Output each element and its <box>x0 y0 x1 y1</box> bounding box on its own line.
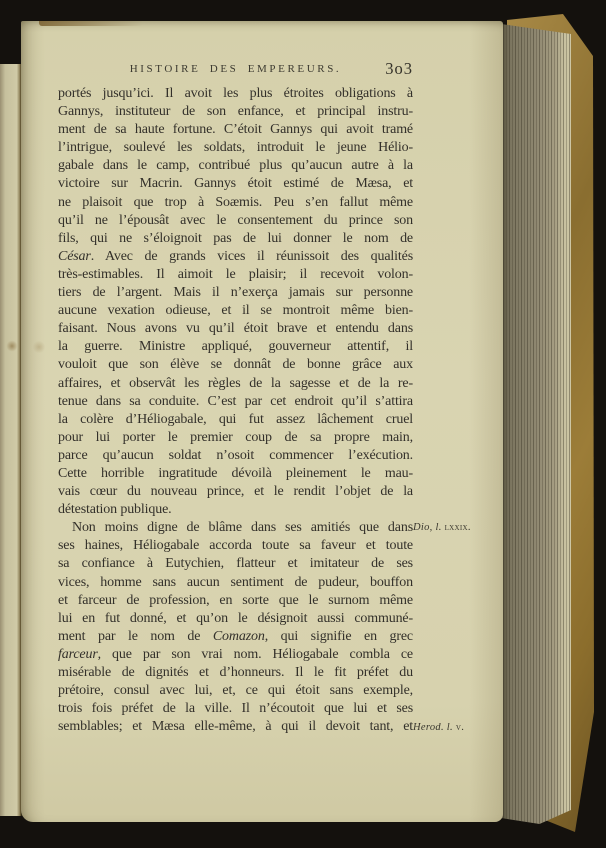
text-line: ne plaisoit que trop à Soæmis. Peu s’en fallut même <box>58 194 413 210</box>
text-line: sa confiance à Eutychien, flatteur et imitateur de ses <box>58 556 413 572</box>
book-page <box>21 21 503 822</box>
text-line: ment par le nom de Comazon, qui signifie en grec <box>58 628 413 644</box>
text-line: parce qu’aucun soldat n’osoit commencer l’exécution. <box>58 447 413 463</box>
text-line: vais cœur du nouveau prince, et le rendit l’objet de la <box>58 484 413 500</box>
text-line: faisant. Nous avons vu qu’il étoit brave et entendu dans <box>58 321 413 337</box>
text-line: prétoire, consul avec lui, et, ce qui étoit sans exemple, <box>58 683 413 699</box>
text-line: Gannys, instituteur de son enfance, et principal instru- <box>58 104 413 120</box>
text-line: trois fois préfet de la ville. Il n’écoutoit que lui et ses <box>58 701 413 717</box>
text-line: l’intrigue, soulevé les soldats, introduit le jeune Hélio- <box>58 140 413 156</box>
text-line: la colère d’Héliogabale, qui fut assez lâchement cruel <box>58 411 413 427</box>
page-number: 3o3 <box>385 59 413 78</box>
text-line: la guerre. Ministre appliqué, gouverneur attentif, il <box>58 339 413 355</box>
text-line: lui en fut donné, et qu’on le désignoit aussi communé- <box>58 610 413 626</box>
margin-note: Dio, l. lxxix. <box>413 522 471 534</box>
page-header <box>58 59 413 81</box>
text-line: misérable de dignités et d’honneurs. Il le fit préfet du <box>58 665 413 680</box>
body-text <box>58 85 413 736</box>
text-line: ses haines, Héliogabale accorda toute sa faveur et toute <box>58 538 413 554</box>
text-line: vices, homme sans aucun sentiment de pudeur, bouffon <box>58 574 413 590</box>
text-line: César. Avec de grands vices il réunissoit des qualités <box>58 248 413 264</box>
text-line: Cette horrible ingratitude dévoilà pleinement le mau- <box>58 465 413 481</box>
text-line: vouloit que son élève se donnât de bonne grâce aux <box>58 357 413 373</box>
text-line: détestation publique. <box>58 502 172 518</box>
text-line: farceur, que par son vrai nom. Héliogabale combla ce <box>58 646 413 662</box>
page-stack-fore-edge <box>501 18 571 824</box>
text-line: très-estimables. Il aimoit le plaisir; il recevoit volon- <box>58 266 413 282</box>
text-line: aucune vexation odieuse, et il se montroit même bien- <box>58 303 413 319</box>
text-line: affaires, et observât les règles de la sagesse et de la re- <box>58 375 413 391</box>
text-line: semblables; et Mæsa elle-même, à qui il devoit tant, et <box>58 719 413 735</box>
text-line: et farceur de profession, en sorte que le surnom même <box>58 592 413 608</box>
page-top-edge-mark <box>39 21 143 26</box>
text-line: tenue dans sa conduite. C’est par cet endroit qu’il s’attira <box>58 393 413 409</box>
text-line: portés jusqu’ici. Il avoit les plus étroites obligations à <box>58 86 413 101</box>
text-line: pour lui porter le premier coup de sa propre main, <box>58 429 413 445</box>
text-line: fils, qui ne s’éloignoit pas de lui donner le nom de <box>58 230 413 246</box>
left-page-sliver <box>0 64 23 816</box>
text-line: Non moins digne de blâme dans ses amitiés que dans <box>72 520 413 536</box>
text-line: ment de sa haute fortune. C’étoit Gannys qui avoit tramé <box>58 122 413 138</box>
text-line: qu’il ne l’épousât avec le consentement du prince son <box>58 212 413 228</box>
running-title: HISTOIRE DES EMPEREURS. <box>129 63 342 75</box>
margin-note: Herod. l. v. <box>413 721 465 733</box>
text-line: victoire sur Macrin. Gannys étoit estimé de Mæsa, et <box>58 176 413 192</box>
text-line: gabale dans le camp, contribué plus qu’aucun autre à la <box>58 158 413 174</box>
text-line: tiers de l’argent. Mais il n’exerça jamais sur personne <box>58 285 413 301</box>
